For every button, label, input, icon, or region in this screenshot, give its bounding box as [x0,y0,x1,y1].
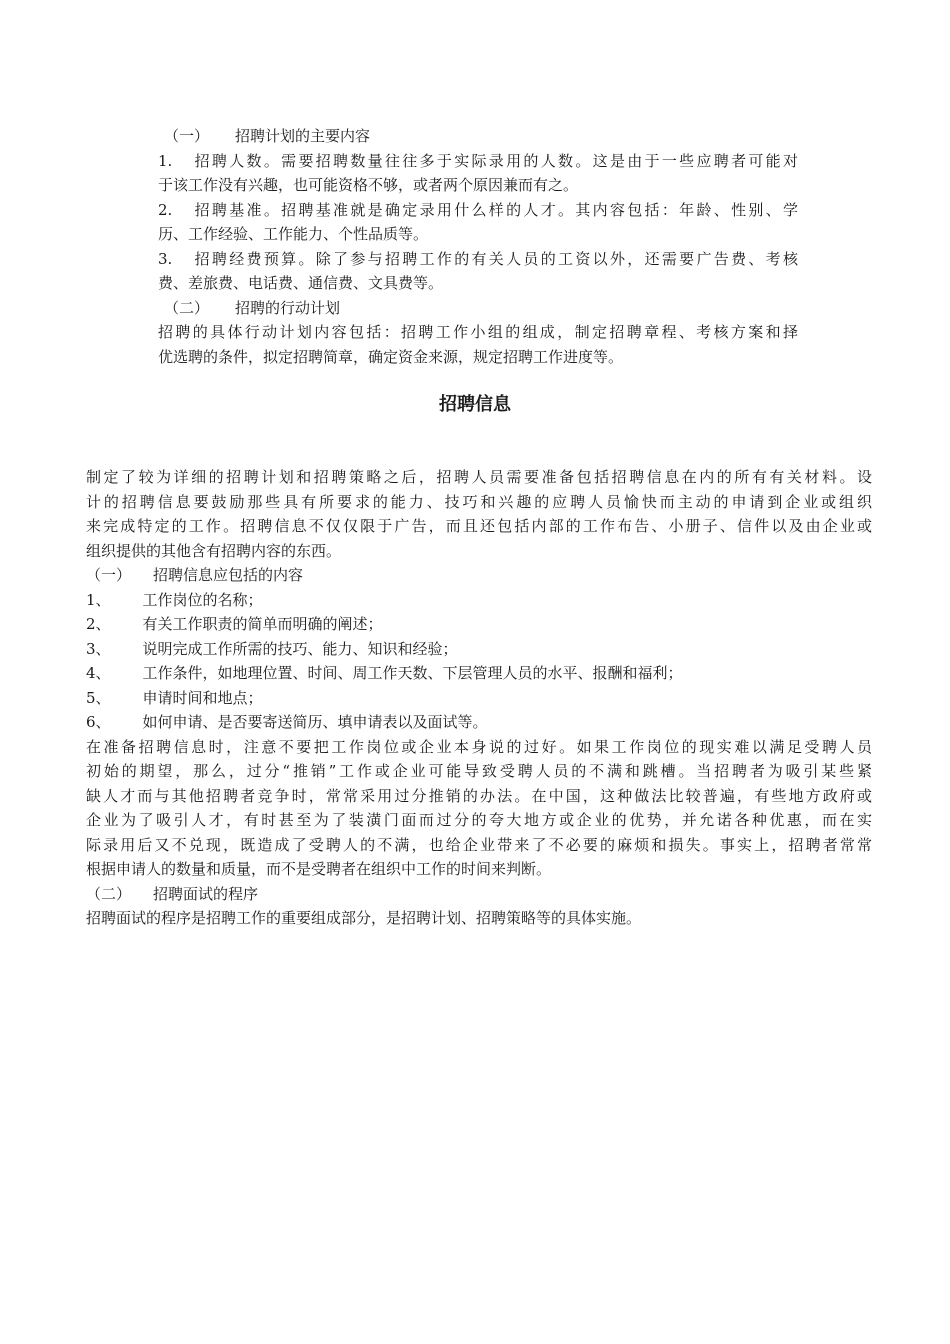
recruitment-info-section [86,465,872,931]
item-number: 2. [158,200,173,219]
item-number: 1. [158,151,173,170]
item-text: 招聘经费预算。除了参与招聘工作的有关人员的工资以外，还需要广告费、考核 [192,249,798,268]
heading-text: 招聘面试的程序 [153,884,259,903]
item-number: 3. [158,249,173,268]
heading-number: （二） [164,298,210,317]
list-number: 1、 [86,590,111,609]
info-heading-2 [86,882,872,907]
list-item [86,612,872,637]
list-text: 工作岗位的名称； [142,590,263,609]
plan-item-3-line-1 [158,247,798,272]
plan-heading-1 [158,124,798,149]
list-text: 有关工作职责的简单而明确的阐述； [142,615,383,633]
list-item [86,588,872,613]
plan-item-2-line-2: 历、工作经验、工作能力、个性品质等。 [158,225,429,243]
plan-item-1-line-2: 于该工作没有兴趣，也可能资格不够，或者两个原因兼而有之。 [158,176,579,194]
list-text: 申请时间和地点； [142,688,263,707]
list-number: 6、 [86,713,111,731]
item-text: 招聘人数。需要招聘数量往往多于实际录用的人数。这是由于一些应聘者可能对 [192,151,798,170]
heading-number: （一） [164,127,210,145]
list-text: 工作条件，如地理位置、时间、周工作天数、下层管理人员的水平、报酬和福利； [142,664,683,682]
caution-line-4: 企业为了吸引人才，有时甚至为了装潢门面而过分的夸大地方或企业的优势，并允诺各种优惠，而在实 [86,811,872,829]
recruitment-plan-section [158,124,798,369]
heading-text: 招聘信息应包括的内容 [153,566,304,584]
caution-line-5: 际录用后又不兑现，既造成了受聘人的不满，也给企业带来了不必要的麻烦和损失。事实上，招聘者常常 [86,835,872,854]
plan-item-3-line-2: 费、差旅费、电话费、通信费、文具费等。 [158,274,444,292]
plan-item-1-line-1 [158,149,798,174]
action-plan-line-1: 招聘的具体行动计划内容包括：招聘工作小组的组成，制定招聘章程、考核方案和择 [158,323,798,341]
list-item [86,661,872,686]
plan-item-2-line-1 [158,198,798,223]
intro-line-1: 制定了较为详细的招聘计划和招聘策略之后，招聘人员需要准备包括招聘信息在内的所有有关材料。设 [86,468,872,486]
list-item [86,686,872,711]
intro-line-3: 来完成特定的工作。招聘信息不仅仅限于广告，而且还包括内部的工作布告、小册子、信件以及由企业或 [86,517,872,535]
heading-text: 招聘的行动计划 [235,298,341,317]
caution-line-3: 缺人才而与其他招聘者竞争时，常常采用过分推销的办法。在中国，这种做法比较普遍，有些地方政府或 [86,786,872,805]
intro-line-4: 组织提供的其他含有招聘内容的东西。 [86,541,342,560]
list-text: 说明完成工作所需的技巧、能力、知识和经验； [142,639,458,658]
list-number: 3、 [86,639,111,658]
section-title: 招聘信息 [439,394,511,415]
action-plan-line-2: 优选聘的条件，拟定招聘简章，确定资金来源，规定招聘工作进度等。 [158,347,624,366]
list-number: 5、 [86,688,111,707]
heading-text: 招聘计划的主要内容 [235,127,371,145]
list-item [86,710,872,735]
list-item [86,637,872,662]
heading-number: （一） [86,566,132,584]
heading-number: （二） [86,884,132,903]
closing-line: 招聘面试的程序是招聘工作的重要组成部分，是招聘计划、招聘策略等的具体实施。 [86,909,642,927]
item-text: 招聘基准。招聘基准就是确定录用什么样的人才。其内容包括：年龄、性别、学 [192,200,798,219]
list-number: 2、 [86,615,111,633]
list-number: 4、 [86,664,111,682]
intro-line-2: 计的招聘信息要鼓励那些具有所要求的能力、技巧和兴趣的应聘人员愉快而主动的申请到企业或组织 [86,492,872,511]
plan-heading-2 [158,296,798,321]
info-heading-1 [86,563,872,588]
caution-line-1: 在准备招聘信息时，注意不要把工作岗位或企业本身说的过好。如果工作岗位的现实难以满足受聘人员 [86,737,872,756]
caution-line-6: 根据申请人的数量和质量，而不是受聘者在组织中工作的时间来判断。 [86,860,552,878]
list-text: 如何申请、是否要寄送简历、填申请表以及面试等。 [142,713,488,731]
caution-line-2: 初始的期望，那么，过分“推销”工作或企业可能导致受聘人员的不满和跳槽。当招聘者为吸引某些紧 [86,762,872,780]
